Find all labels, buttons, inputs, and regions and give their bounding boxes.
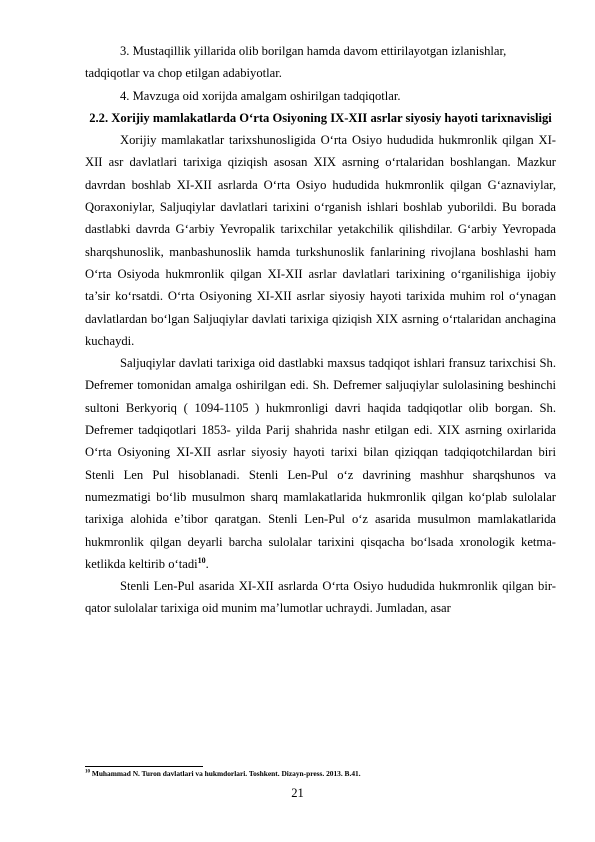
body-paragraph <box>85 352 556 575</box>
paragraph-end-punct: . <box>205 556 209 571</box>
list-item: 4. Mavzuga oid xorijda amalgam oshirilgan tadqiqotlar. <box>120 88 401 103</box>
footnote-number: 10 <box>85 769 90 775</box>
footnote-reference[interactable]: 10 <box>197 555 206 565</box>
document-page <box>85 40 556 620</box>
paragraph-text: Saljuqiylar davlati tarixiga oid dastlabki maxsus tadqiqot ishlari fransuz tarixchisi Sh. Defremer tomonidan amalga oshirilgan edi. Sh. Defremer saljuqiylar sulolasining beshinchi sultoni Berkyoriq ( 1094-1105 ) hukmronligi davri haqida tadqiqotlar olib borgan. Sh. Defremer tadqiqotlari 1853- yilda Parij shahrida nashr etilgan edi. XIX asrning oxirlarida O‘rta Osiyoning XI-XII asrlar siyosiy hayoti tarixi bilan qiziqqan tadqiqotchilardan biri Stenli Len Pul hisoblanadi. Stenli Len-Pul o‘z davrining mashhur sharqshunos va numezmatigi bo‘lib musulmon sharq mamlakatlarida hukmronlik qilgan ko‘plab sulolalar tarixiga alohida e’tibor qaratgan. Stenli Len-Pul o‘z asarida musulmon mamlakatlarida hukmronlik qilgan deyarli barcha sulolalar tarixini qisqacha bo‘lsada xronologik ketma-ketlikda keltirib o‘tadi <box>85 356 556 571</box>
body-paragraph: Xorijiy mamlakatlar tarixshunosligida O‘rta Osiyo hududida hukmronlik qilgan XI-XII asr davlatlari tarixiga qiziqish asosan XIX asrning o‘rtalaridan boshlangan. Mazkur davrdan boshlab XI-XII asrlarda O‘rta Osiyo hududida hukmronlik qilgan G‘aznaviylar, Qoraxoniylar, Saljuqiylar davlatlari tarixini o‘rganish ishlari boshlab yuborildi. Bu borada dastlabki davrda G‘arbiy Yevropalik tarixchilar yetakchilik qilishdilar. G‘arbiy Yevropada sharqshunoslik, manbashunoslik hamda turkshunoslik fanlarining rivojlana boshlashi ham O‘rta Osiyoda hukmronlik qilgan XI-XII asrlar davlatlari tarixining o‘rganilishiga ijobiy ta’sir ko‘rsatdi. O‘rta Osiyoning XI-XII asrlar siyosiy hayoti tarixida muhim rol o‘ynagan davlatlardan bo‘lgan Saljuqiylar davlati tarixiga qiziqish XIX asrning o‘rtalaridan anchagina kuchaydi. <box>85 133 556 348</box>
footnote <box>85 769 556 779</box>
footnote-text: Muhammad N. Turon davlatlari va hukmdorlari. Toshkent. Dizayn-press. 2013. B.41. <box>90 769 361 778</box>
list-item: 3. Mustaqillik yillarida olib borilgan hamda davom ettirilayotgan izlanishlar, tadqiqotlar va chop etilgan adabiyotlar. <box>85 44 507 81</box>
footnote-divider <box>85 766 203 767</box>
page-number: 21 <box>291 786 304 800</box>
section-heading: 2.2. Xorijiy mamlakatlarda O‘rta Osiyoning IX-XII asrlar siyosiy hayoti tarixnavisligi <box>89 110 552 125</box>
body-paragraph: Stenli Len-Pul asarida XI-XII asrlarda O‘rta Osiyo hududida hukmronlik qilgan bir-qator sulolalar tarixiga oid munim ma’lumotlar uchraydi. Jumladan, asar <box>85 579 556 616</box>
